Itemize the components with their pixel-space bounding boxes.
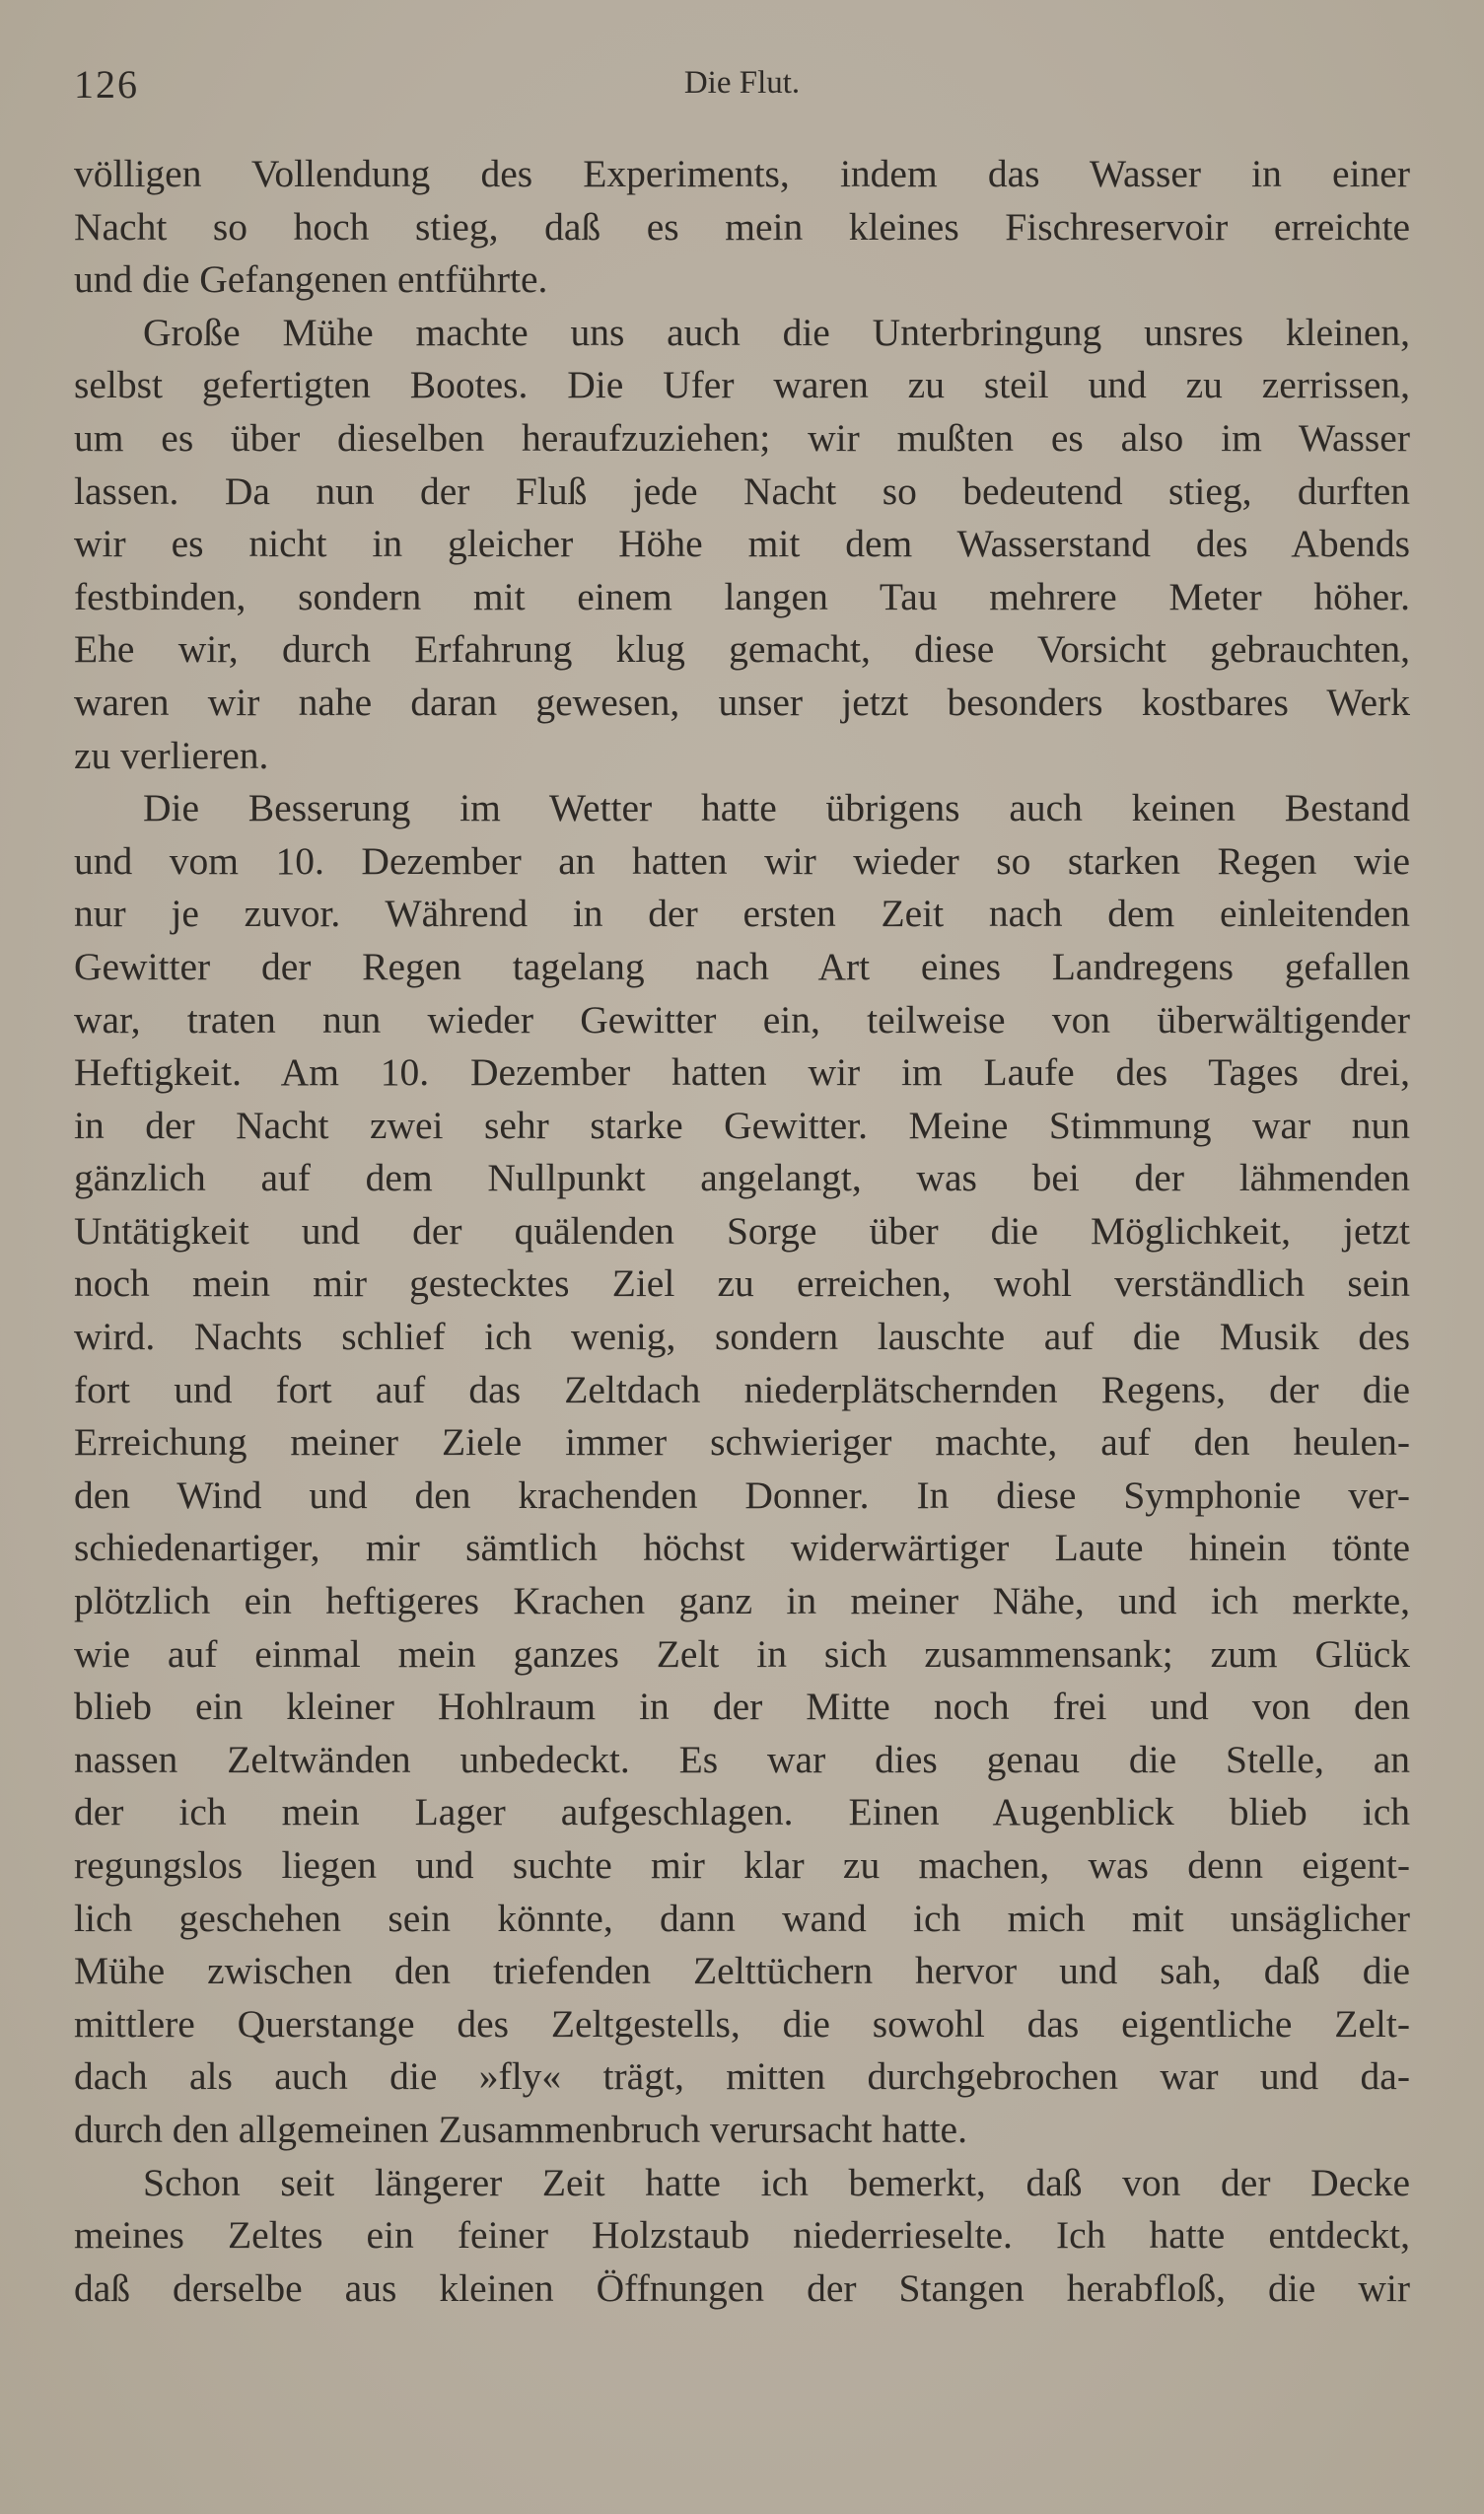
text-line: Erreichung meiner Ziele immer schwieriger machte, auf den heulen- (74, 1420, 1410, 1465)
text-line: schiedenartiger, mir sämtlich höchst widerwärtiger Laute hinein tönte (74, 1526, 1410, 1570)
text-line: völligen Vollendung des Experiments, indem das Wasser in einer (74, 152, 1410, 195)
text-line: war, traten nun wieder Gewitter ein, teilweise von überwältigender (74, 997, 1410, 1042)
text-line: Ehe wir, durch Erfahrung klug gemacht, diese Vorsicht gebrauchten, (74, 627, 1410, 672)
text-line: festbinden, sondern mit einem langen Tau mehrere Meter höher. (74, 574, 1410, 618)
text-line: Gewitter der Regen tagelang nach Art eines Landregens gefallen (74, 944, 1410, 988)
text-line: mittlere Querstange des Zeltgestells, die sowohl das eigentliche Zelt- (74, 2001, 1410, 2046)
text-line: Heftigkeit. Am 10. Dezember hatten wir im Laufe des Tages drei, (74, 1050, 1410, 1095)
text-line: selbst gefertigten Bootes. Die Ufer waren zu steil und zu zerrissen, (74, 363, 1410, 407)
text-line: fort und fort auf das Zeltdach niederplätschernden Regens, der die (74, 1367, 1410, 1411)
text-line: wie auf einmal mein ganzes Zelt in sich zusammensank; zum Glück (74, 1631, 1410, 1676)
text-line: dach als auch die »fly« trägt, mitten durchgebrochen war und da- (74, 2054, 1410, 2099)
text-line: und die Gefangenen entführte. (74, 257, 548, 302)
text-line: waren wir nahe daran gewesen, unser jetzt besonders kostbares Werk (74, 680, 1410, 724)
text-line: wird. Nachts schlief ich wenig, sondern lauschte auf die Musik des (74, 1315, 1410, 1359)
text-line: regungslos liegen und suchte mir klar zu machen, was denn eigent- (74, 1843, 1410, 1887)
text-line: durch den allgemeinen Zusammenbruch verursacht hatte. (74, 2107, 967, 2151)
text-line: nur je zuvor. Während in der ersten Zeit nach dem einleitenden (74, 892, 1410, 936)
text-line: nassen Zeltwänden unbedeckt. Es war dies genau die Stelle, an (74, 1737, 1410, 1781)
text-line: lassen. Da nun der Fluß jede Nacht so bedeutend stieg, durften (74, 468, 1410, 513)
text-line: gänzlich auf dem Nullpunkt angelangt, was bei der lähmenden (74, 1156, 1410, 1200)
text-line: um es über dieselben heraufzuziehen; wir mußten es also im Wasser (74, 415, 1410, 460)
text-line: zu verlieren. (74, 733, 269, 777)
text-line: meines Zeltes ein feiner Holzstaub niederrieselte. Ich hatte entdeckt, (74, 2213, 1410, 2258)
text-line: Nacht so hoch stieg, daß es mein kleines Fischreservoir erreichte (74, 204, 1410, 249)
text-line: in der Nacht zwei sehr starke Gewitter. Meine Stimmung war nun (74, 1103, 1410, 1147)
text-line: den Wind und den krachenden Donner. In diese Symphonie ver- (74, 1472, 1410, 1517)
text-line: Mühe zwischen den triefenden Zelttüchern hervor und sah, daß die (74, 1949, 1410, 1993)
body-text (74, 148, 1410, 2315)
text-line: noch mein mir gestecktes Ziel zu erreichen, wohl verständlich sein (74, 1261, 1410, 1306)
text-line: lich geschehen sein könnte, dann wand ich mich mit unsäglicher (74, 1896, 1410, 1940)
text-line: Untätigkeit und der quälenden Sorge über die Möglichkeit, jetzt (74, 1208, 1410, 1253)
text-line: plötzlich ein heftigeres Krachen ganz in meiner Nähe, und ich merkte, (74, 1579, 1410, 1623)
running-title: Die Flut. (683, 65, 801, 101)
text-line: daß derselbe aus kleinen Öffnungen der Stangen herabfloß, die wir (74, 2265, 1410, 2310)
page-header (74, 61, 1410, 110)
text-line: Schon seit längerer Zeit hatte ich bemerkt, daß von der Decke (143, 2160, 1410, 2204)
text-line: und vom 10. Dezember an hatten wir wieder so starken Regen wie (74, 838, 1410, 883)
page-number: 126 (74, 62, 139, 107)
text-line: wir es nicht in gleicher Höhe mit dem Wasserstand des Abends (74, 522, 1410, 566)
text-line: der ich mein Lager aufgeschlagen. Einen Augenblick blieb ich (74, 1790, 1410, 1834)
text-line: Große Mühe machte uns auch die Unterbringung unsres kleinen, (143, 310, 1410, 354)
text-line: blieb ein kleiner Hohlraum in der Mitte noch frei und von den (74, 1685, 1410, 1729)
text-line: Die Besserung im Wetter hatte übrigens auch keinen Bestand (143, 786, 1410, 830)
